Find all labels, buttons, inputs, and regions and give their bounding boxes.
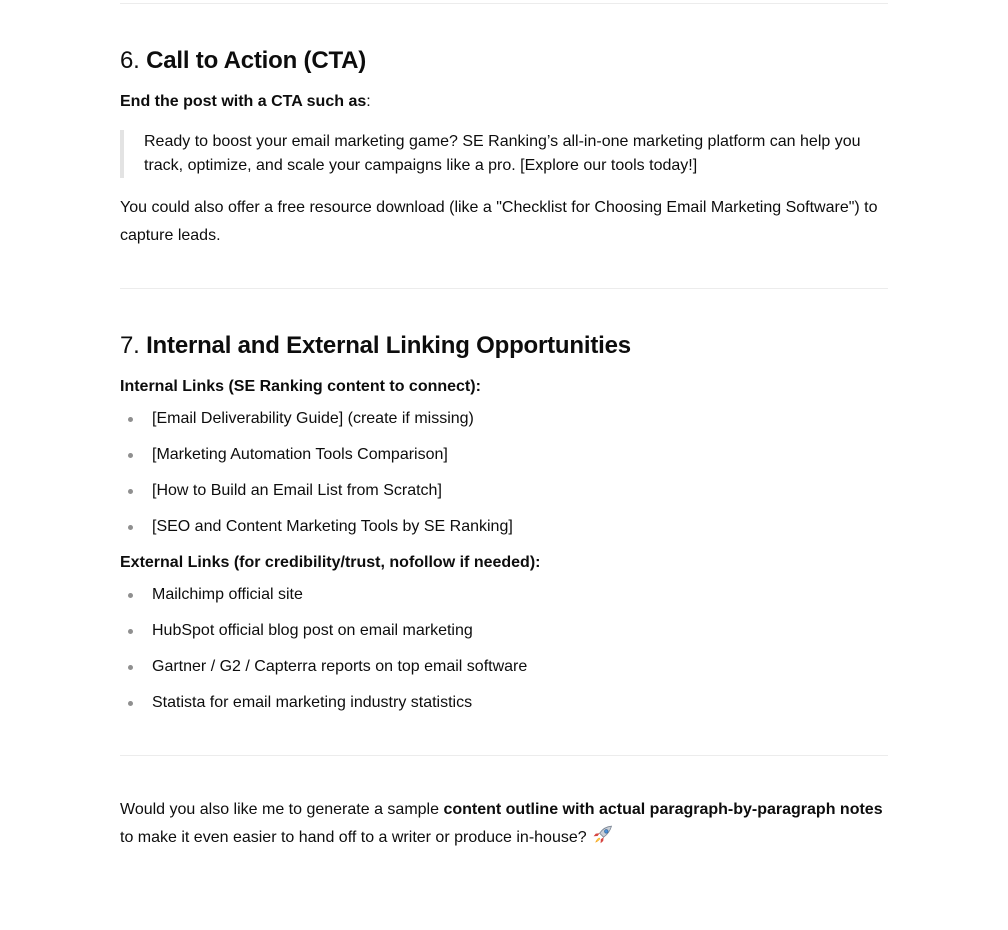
section-7-number: 7. — [120, 332, 140, 359]
section-6-number: 6. — [120, 47, 140, 74]
section-7-heading — [120, 330, 888, 362]
closing-question — [120, 796, 888, 855]
external-links-label: External Links (for credibility/trust, nofollow if needed): — [120, 554, 541, 571]
list-item-text: Gartner / G2 / Capterra reports on top email software — [152, 658, 528, 675]
message-content — [120, 0, 888, 855]
list-item-text: HubSpot official blog post on email marketing — [152, 622, 473, 639]
section-6-title: Call to Action (CTA) — [146, 47, 367, 74]
divider — [120, 755, 888, 756]
list-item — [120, 477, 888, 505]
bullet-icon — [128, 417, 133, 422]
internal-links-list — [120, 405, 888, 541]
list-item — [120, 653, 888, 681]
bullet-icon — [128, 665, 133, 670]
closing-bold: content outline with actual paragraph-by-paragraph notes — [443, 801, 883, 818]
list-item-text: [Email Deliverability Guide] (create if missing) — [152, 410, 474, 427]
cta-quote: Ready to boost your email marketing game? SE Ranking’s all-in-one marketing platform can help you track, optimize, and scale your campaigns like a pro. [Explore our tools today!] — [120, 130, 888, 178]
section-7-title: Internal and External Linking Opportunities — [146, 332, 631, 359]
list-item — [120, 617, 888, 645]
cta-lead-colon: : — [366, 93, 371, 110]
bullet-icon — [128, 489, 133, 494]
section-6-heading — [120, 45, 888, 77]
divider — [120, 3, 888, 4]
list-item — [120, 441, 888, 469]
list-item-text: Mailchimp official site — [152, 586, 303, 603]
bullet-icon — [128, 629, 133, 634]
list-item-text: [SEO and Content Marketing Tools by SE Ranking] — [152, 518, 513, 535]
list-item-text: Statista for email marketing industry statistics — [152, 694, 473, 711]
list-item — [120, 405, 888, 433]
bullet-icon — [128, 593, 133, 598]
external-links-list — [120, 581, 888, 717]
divider — [120, 288, 888, 289]
list-item — [120, 513, 888, 541]
cta-lead — [120, 88, 888, 116]
list-item — [120, 689, 888, 717]
cta-followup: You could also offer a free resource download (like a "Checklist for Choosing Email Marketing Software") to capture leads. — [120, 199, 878, 244]
bullet-icon — [128, 453, 133, 458]
list-item-text: [How to Build an Email List from Scratch] — [152, 482, 442, 499]
bullet-icon — [128, 525, 133, 530]
rocket-icon — [591, 825, 613, 855]
closing-prefix: Would you also like me to generate a sample — [120, 801, 444, 818]
cta-lead-text: End the post with a CTA such as — [120, 93, 367, 110]
list-item-text: [Marketing Automation Tools Comparison] — [152, 446, 448, 463]
list-item — [120, 581, 888, 609]
closing-suffix: to make it even easier to hand off to a writer or produce in-house? — [120, 829, 587, 846]
internal-links-label: Internal Links (SE Ranking content to connect): — [120, 378, 481, 395]
bullet-icon — [128, 701, 133, 706]
